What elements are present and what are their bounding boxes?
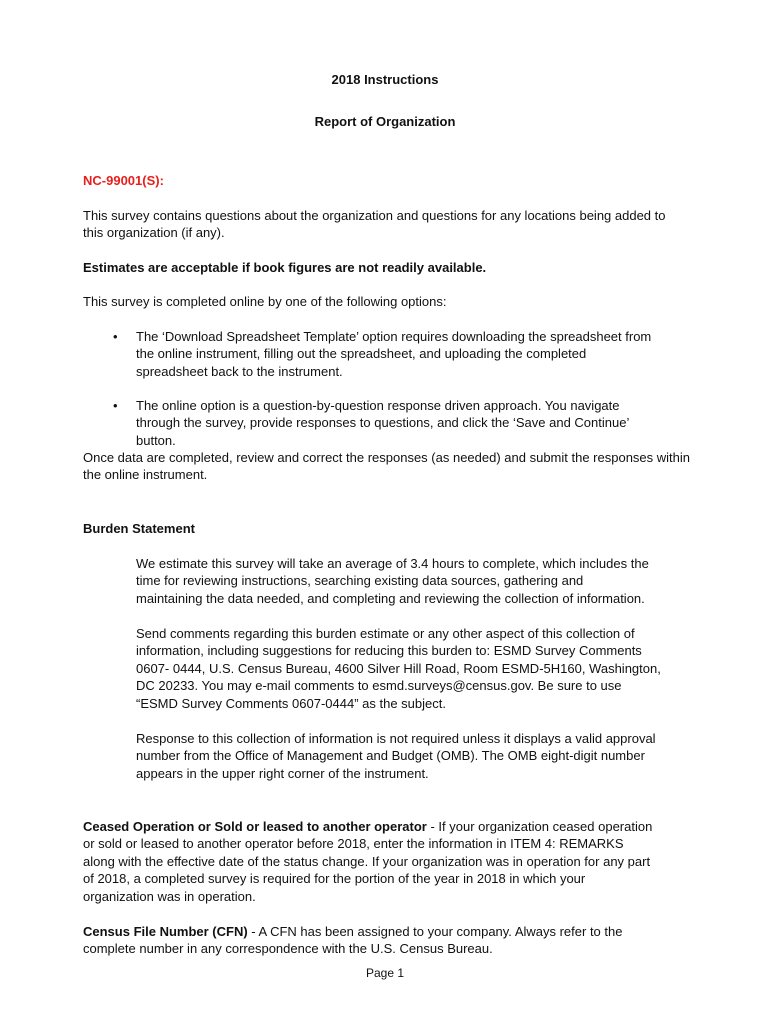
document-subtitle: Report of Organization (314, 114, 456, 129)
intro-paragraph: This survey contains questions about the organization and questions for any locations being added to this organization (if any). (83, 208, 666, 241)
estimates-note: Estimates are acceptable if book figures are not readily available. (83, 260, 487, 275)
options-lead: This survey is completed online by one of the following options: (83, 294, 447, 309)
cfn-paragraph (83, 923, 668, 958)
bullet-item-online: The online option is a question-by-question response driven approach. You navigate through the survey, provide responses to questions, and click the ‘Save and Continue’ button. (136, 398, 629, 448)
once-paragraph: Once data are completed, review and correct the responses (as needed) and submit the responses within the online instrument. (83, 450, 691, 483)
form-id: NC-99001(S): (83, 173, 164, 188)
ceased-operation-label: Ceased Operation or Sold or leased to another operator (83, 819, 427, 834)
cfn-label: Census File Number (CFN) (83, 924, 248, 939)
document-title: 2018 Instructions (331, 72, 439, 87)
burden-paragraph-estimate: We estimate this survey will take an average of 3.4 hours to complete, which includes the time for reviewing instructions, searching existing data sources, gathering and maintaining the data needed, and completing and reviewing the collection of information. (136, 556, 649, 606)
bullet-item-spreadsheet: The ‘Download Spreadsheet Template’ option requires downloading the spreadsheet from the online instrument, filling out the spreadsheet, and uploading the completed spreadsheet back to the instrument. (136, 329, 652, 379)
bullet-icon: • (113, 398, 118, 413)
burden-paragraph-comments: Send comments regarding this burden estimate or any other aspect of this collection of information, including suggestions for reducing this burden to: ESMD Survey Comments 0607- 0444, U.S. Census Bureau, 4600 Silver Hill Road, Room ESMD-5H160, Washington, DC 20233. You may e-mail comments to esmd.surveys@census.gov. Be sure to use “ESMD Survey Comments 0607-0444” as the subject. (136, 626, 661, 711)
burden-heading: Burden Statement (83, 521, 195, 536)
ceased-operation-paragraph (83, 818, 653, 905)
burden-paragraph-omb: Response to this collection of information is not required unless it displays a valid approval number from the Office of Management and Budget (OMB). The OMB eight-digit number appears in the upper right corner of the instrument. (136, 731, 656, 781)
bullet-icon: • (113, 329, 118, 344)
ceased-operation-text: - If your organization ceased operation or sold or leased to another operator before 2018, enter the information in ITEM 4: REMARKS along with the effective date of the status change. If your organization was in operation for any part of 2018, a completed survey is required for the portion of the year in 2018 in which your organization was in operation. (83, 819, 653, 904)
cfn-text: - A CFN has been assigned to your company. Always refer to the complete number in any correspondence with the U.S. Census Bureau. (83, 924, 623, 957)
page-number: Page 1 (365, 966, 405, 980)
